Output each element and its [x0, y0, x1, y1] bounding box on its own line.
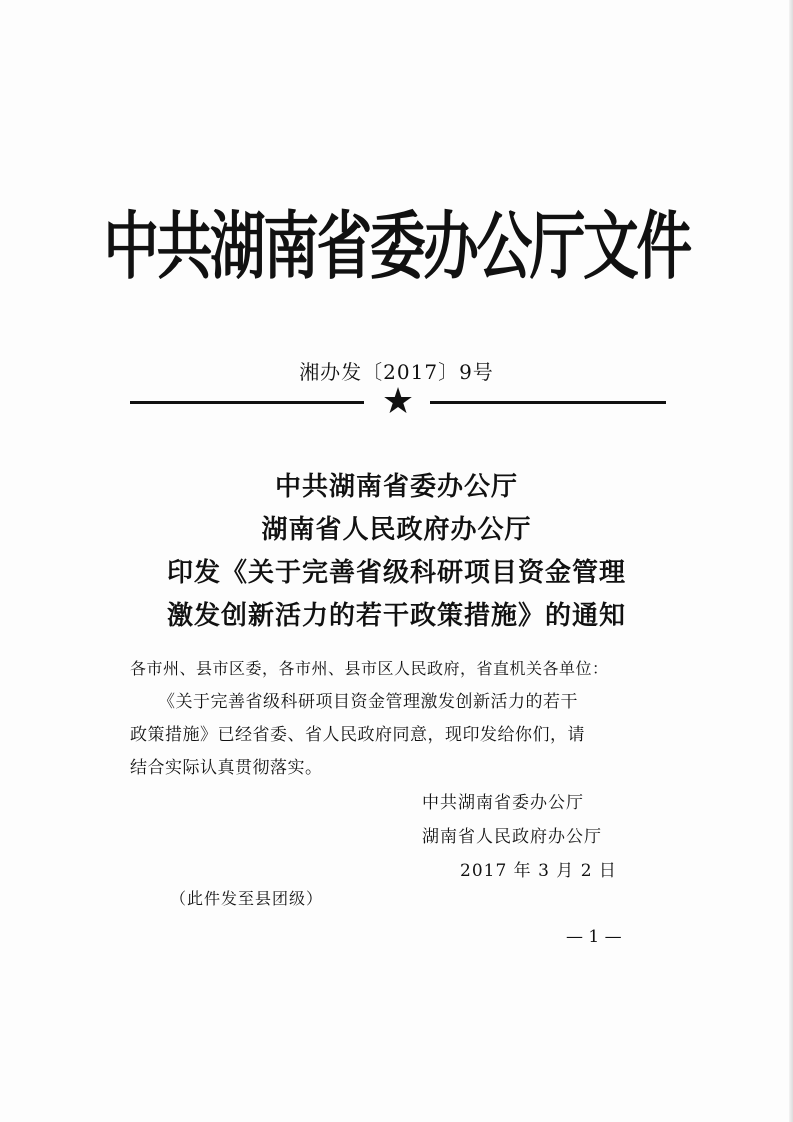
signature-org-2: 湖南省人民政府办公厅	[422, 827, 602, 847]
notice-title-line: 激发创新活力的若干政策措施》的通知	[166, 601, 626, 631]
signature-org-1: 中共湖南省委办公厅	[422, 793, 584, 813]
page-number: — 1 —	[566, 927, 622, 947]
notice-title-line: 中共湖南省委办公厅	[274, 472, 518, 502]
body-paragraph-line: 结合实际认真贯彻落实。	[130, 758, 323, 778]
document-number: 湘办发〔2017〕9号	[299, 360, 494, 384]
notice-title	[0, 466, 793, 638]
notice-title-line: 印发《关于完善省级科研项目资金管理	[166, 558, 626, 588]
signature-date: 2017 年 3 月 2 日	[460, 861, 617, 881]
body-paragraph-line: 政策措施》已经省委、省人民政府同意，现印发给你们，请	[130, 725, 585, 745]
header-rule-right	[430, 401, 666, 404]
distribution-note: （此件发至县团级）	[170, 889, 324, 908]
notice-title-line: 湖南省人民政府办公厅	[261, 515, 532, 545]
star-icon: ★	[381, 381, 415, 422]
body-paragraph-line: 《关于完善省级科研项目资金管理激发创新活力的若干	[158, 692, 578, 712]
document-header-title: 中共湖南省委办公厅文件	[103, 204, 690, 290]
header-rule-left	[130, 401, 364, 404]
salutation: 各市州、县市区委，各市州、县市区人民政府，省直机关各单位：	[130, 659, 609, 678]
